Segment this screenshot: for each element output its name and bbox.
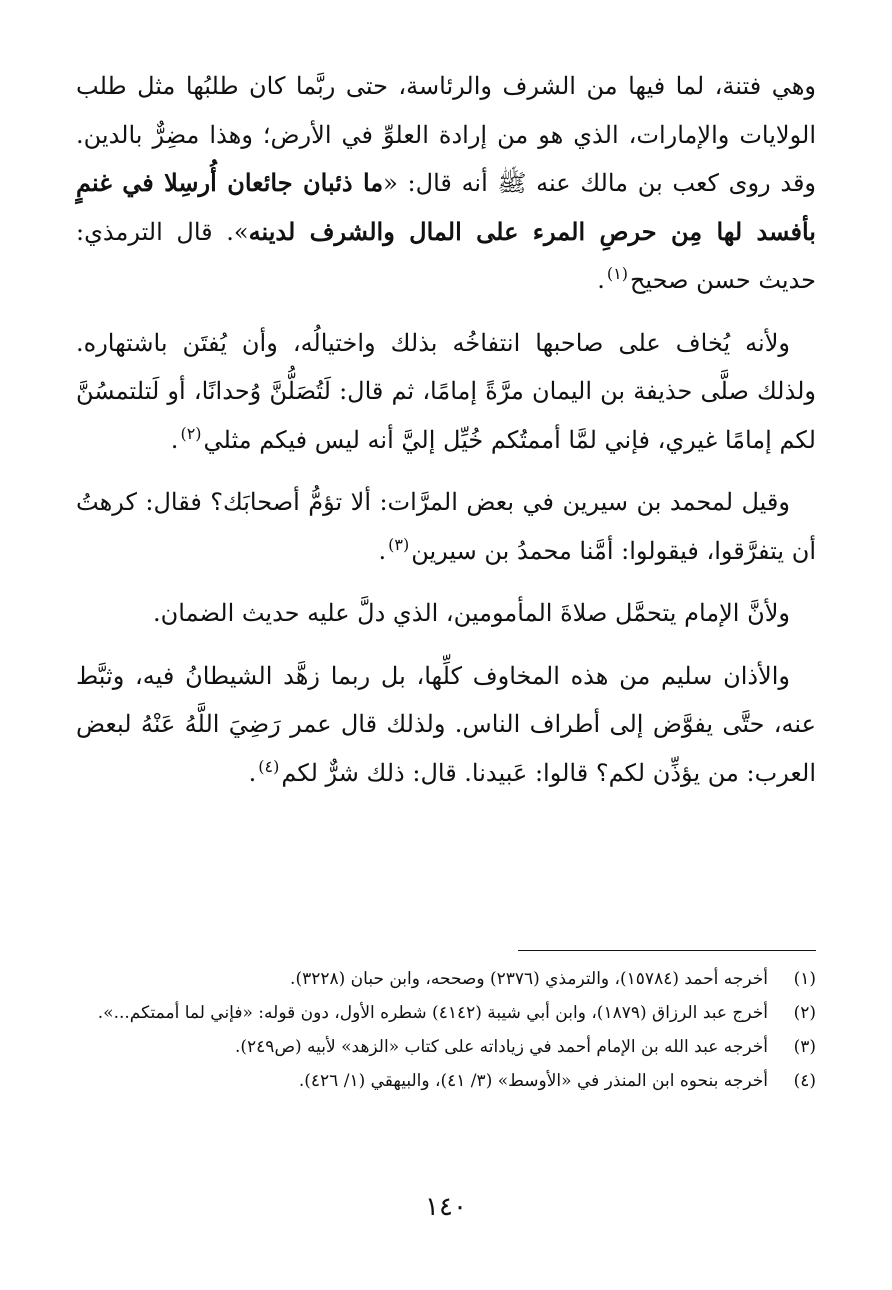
main-text <box>76 62 816 811</box>
paragraph-5-text: والأذان سليم من هذه المخاوف كلِّها، بل ربما زهَّد الشيطانُ فيه، وثبَّط عنه، حتَّى يفوَّض إلى أطراف الناس. ولذلك قال عمر رَضِيَ اللَّهُ عَنْهُ لبعض العرب: من يؤذِّن لكم؟ قالوا: عَبيدنا. قال: ذلك شرٌّ لكم <box>76 661 816 787</box>
footnote-number: (١) <box>793 969 816 989</box>
footnote-text: أخرجه عبد الله بن الإمام أحمد في زياداته على كتاب «الزهد» لأبيه (ص٢٤٩). <box>235 1037 768 1057</box>
page-number: ١٤٠ <box>425 1192 467 1222</box>
footnote-text: أخرجه أحمد (١٥٧٨٤)، والترمذي (٢٣٧٦) وصححه، وابن حبان (٣٢٢٨). <box>290 969 768 989</box>
paragraph-4 <box>76 589 816 638</box>
footnote-ref-3[interactable]: (٣) <box>388 534 410 554</box>
footnote-2 <box>76 996 816 1030</box>
paragraph-2-text: ولأنه يُخاف على صاحبها انتفاخُه بذلك واختيالُه، وأن يُفتَن باشتهاره. ولذلك صلَّى حذيفة بن اليمان مرَّةً إمامًا، ثم قال: لَتُصَلُّنَّ وُحدانًا، أو لَتلتمسُنَّ لكم إمامًا غيري، فإني لمَّا أممتُكم خُيِّل إليَّ أنه ليس فيكم مثلي <box>76 328 816 454</box>
paragraph-2-end: . <box>170 425 179 454</box>
paragraph-3-end: . <box>378 536 387 565</box>
footnotes <box>76 962 816 1098</box>
paragraph-5-end: . <box>248 758 257 787</box>
footnote-text: أخرج عبد الرزاق (١٨٧٩)، وابن أبي شيبة (٤١٤٢) شطره الأول، دون قوله: «فإني لما أممتكم...». <box>97 1003 768 1023</box>
footnote-number: (٤) <box>793 1071 816 1091</box>
paragraph-2 <box>76 319 816 465</box>
paragraph-1 <box>76 62 816 305</box>
paragraph-1-text-a: وهي فتنة، لما فيها من الشرف والرئاسة، حتى ربَّما كان طلبُها مثل طلب الولايات والإمارات، الذي هو من إرادة العلوِّ في الأرض؛ وهذا مضِرٌّ بالدين. وقد روى كعب بن مالك عنه ﷺ أنه قال: « <box>76 72 816 197</box>
paragraph-3-text: وقيل لمحمد بن سيرين في بعض المرَّات: ألا تؤمُّ أصحابَك؟ فقال: كرهتُ أن يتفرَّقوا، فيقولوا: أمَّنا محمدُ بن سيرين <box>76 488 816 565</box>
paragraph-5 <box>76 652 816 798</box>
footnote-number: (٢) <box>793 1003 816 1023</box>
footnote-ref-2[interactable]: (٢) <box>180 423 202 443</box>
footnote-4 <box>76 1064 816 1098</box>
footnote-1 <box>76 962 816 996</box>
paragraph-4-text: ولأنَّ الإمام يتحمَّل صلاةَ المأمومين، الذي دلَّ عليه حديث الضمان. <box>153 599 790 627</box>
paragraph-1-hadith-bold: ما ذئبان جائعان أُرسِلا في غنمٍ بأفسد لها مِن حرصِ المرء على المال والشرف لدينه <box>76 168 816 246</box>
paragraph-1-end: . <box>597 266 605 294</box>
footnote-text: أخرجه بنحوه ابن المنذر في «الأوسط» (٣/ ٤١)، والبيهقي (١/ ٤٢٦). <box>298 1071 768 1091</box>
footnote-separator <box>518 950 816 951</box>
paragraph-3 <box>76 478 816 575</box>
paragraph-1-text-b: ». قال الترمذي: حديث حسن صحيح <box>76 217 816 294</box>
footnote-3 <box>76 1030 816 1064</box>
footnote-ref-1[interactable]: (١) <box>606 264 628 283</box>
footnote-ref-4[interactable]: (٤) <box>258 756 280 776</box>
footnote-number: (٣) <box>793 1037 816 1057</box>
